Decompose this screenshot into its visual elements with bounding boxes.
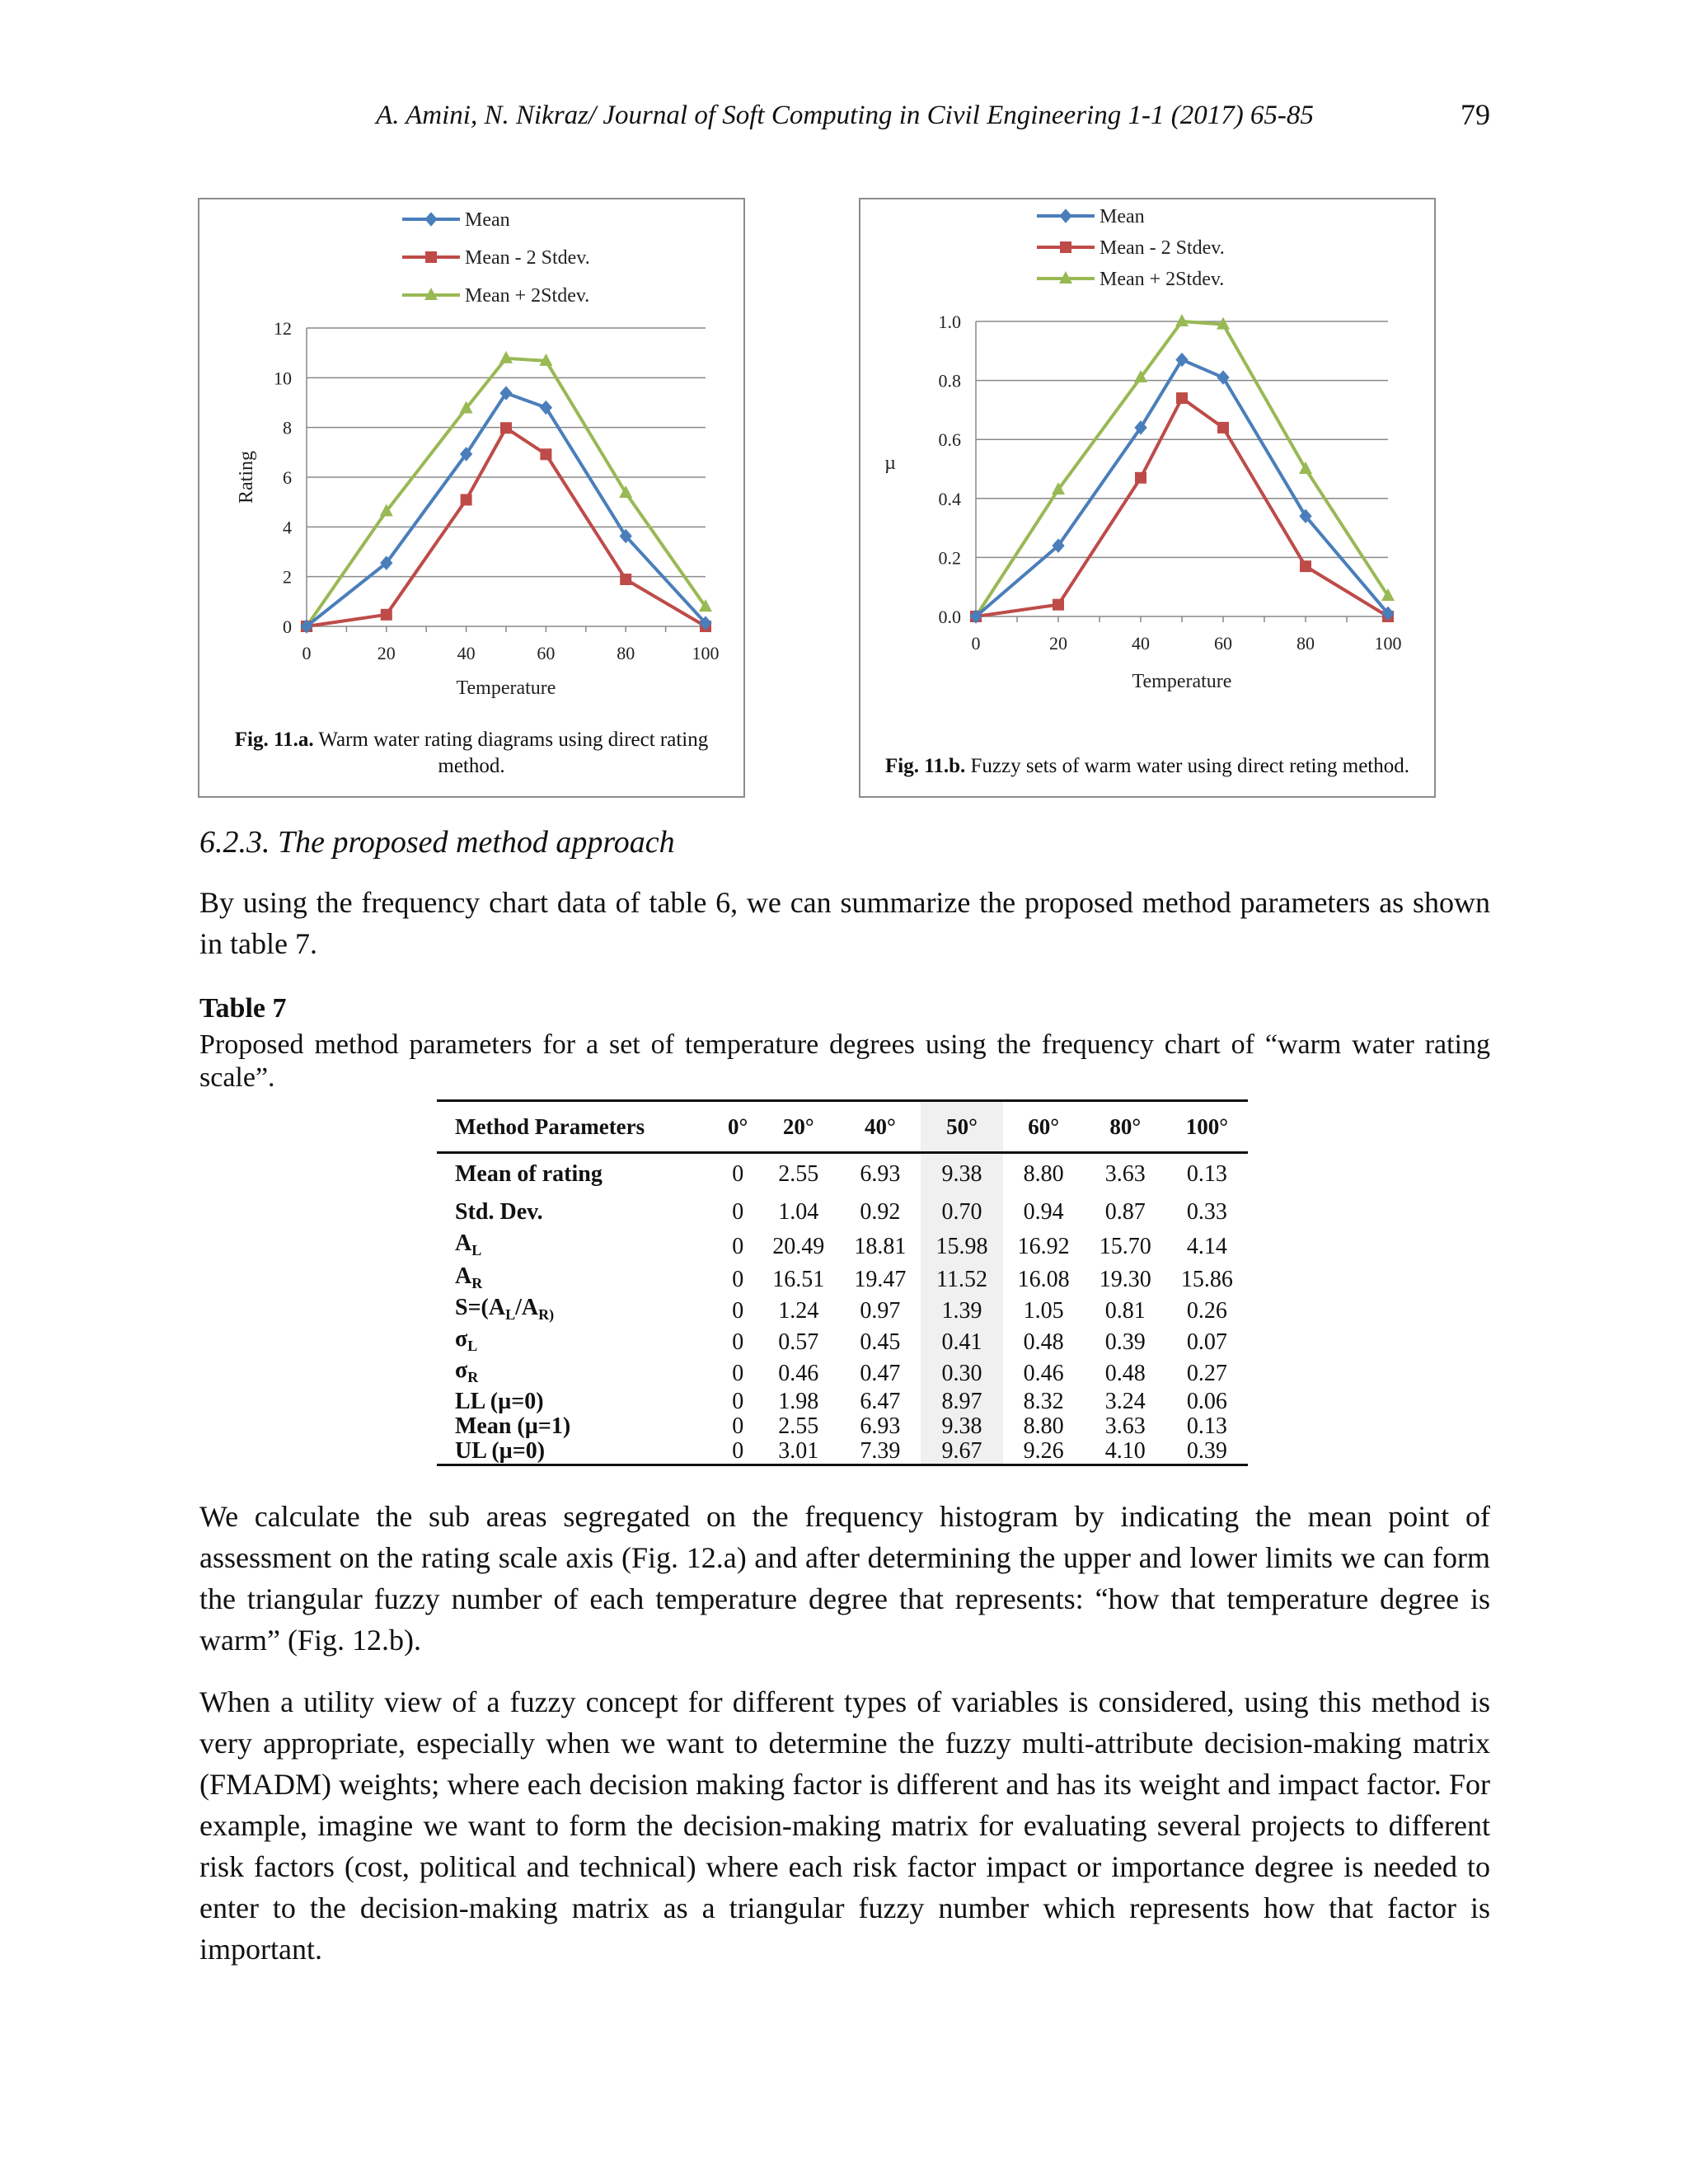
table-cell: 16.08 bbox=[1017, 1267, 1070, 1292]
table-cell: 0.70 bbox=[921, 1195, 1002, 1230]
table-cell: 0 bbox=[732, 1389, 744, 1414]
row-parameter-name: Mean of rating bbox=[455, 1161, 603, 1187]
col-header: 60° bbox=[1003, 1101, 1085, 1153]
table-cell: 9.38 bbox=[921, 1414, 1002, 1439]
table-cell: 19.30 bbox=[1099, 1267, 1151, 1292]
table-cell: 15.86 bbox=[1180, 1267, 1233, 1292]
data-point bbox=[1217, 422, 1229, 434]
legend-label: Mean bbox=[465, 209, 510, 231]
data-point bbox=[1135, 472, 1146, 484]
table-cell: 9.26 bbox=[1003, 1439, 1085, 1465]
figure-11a-caption bbox=[216, 727, 727, 780]
table-cell: 4.10 bbox=[1085, 1439, 1166, 1465]
table-row bbox=[437, 1230, 1248, 1264]
table-cell: 1.24 bbox=[778, 1298, 819, 1324]
row-parameter-name: $\sigma_L$ bbox=[455, 1326, 478, 1354]
x-axis-label: Temperature bbox=[456, 677, 556, 699]
data-point bbox=[500, 422, 512, 434]
y-tick-label: 0.4 bbox=[938, 488, 961, 509]
y-tick-label: 0.0 bbox=[938, 607, 961, 627]
x-tick-label: 100 bbox=[1374, 633, 1402, 654]
table-cell: 0 bbox=[732, 1199, 744, 1225]
table-cell: 0.33 bbox=[1186, 1199, 1227, 1225]
table-cell: 0.46 bbox=[778, 1361, 819, 1386]
y-tick-label: 8 bbox=[283, 417, 292, 438]
table-cell: 19.47 bbox=[854, 1267, 907, 1292]
table-cell: 15.70 bbox=[1099, 1234, 1151, 1259]
table-cell: 0 bbox=[732, 1161, 744, 1187]
table-cell: 0.26 bbox=[1186, 1298, 1227, 1324]
table-cell: 2.55 bbox=[778, 1413, 819, 1439]
figure-11b-caption bbox=[877, 753, 1418, 780]
table-row bbox=[437, 1327, 1248, 1358]
table-row bbox=[437, 1195, 1248, 1230]
y-tick-label: 0.6 bbox=[938, 429, 961, 451]
chart-11a bbox=[199, 199, 743, 796]
table-cell: 1.39 bbox=[921, 1296, 1002, 1327]
x-tick-label: 0 bbox=[302, 643, 312, 663]
table-cell: 0.41 bbox=[921, 1327, 1002, 1358]
row-parameter-name: $S=(A_L/A_{R)}$ bbox=[455, 1295, 555, 1323]
table-cell: 0.30 bbox=[921, 1358, 1002, 1390]
table-cell: 18.81 bbox=[854, 1234, 907, 1259]
data-point bbox=[461, 494, 472, 505]
table-cell: 1.98 bbox=[778, 1389, 819, 1414]
paragraph-utility-view: When a utility view of a fuzzy concept for different types of variables is considered, using this method is very appropriate, especially when we want to determine the fuzzy multi-attribute decision-making matrix (FMADM) weights; where each decision making factor is different and has its weight and impact factor. For example, imagine we want to form the decision-making matrix for evaluating several projects to different risk factors (cost, political and technical) where each risk factor impact or importance degree is needed to enter to the decision-making matrix as a triangular fuzzy number which represents how that factor is important. bbox=[199, 1685, 1490, 1966]
table-cell: 0 bbox=[732, 1361, 744, 1386]
table-cell: 0.81 bbox=[1104, 1298, 1146, 1324]
table-cell: 8.80 bbox=[1023, 1413, 1064, 1439]
table-cell: 8.32 bbox=[1023, 1389, 1064, 1414]
table-row bbox=[437, 1390, 1248, 1414]
x-tick-label: 20 bbox=[1049, 633, 1067, 654]
col-header: 20° bbox=[757, 1101, 839, 1153]
running-header: A. Amini, N. Nikraz/ Journal of Soft Computing in Civil Engineering 1-1 (2017) 65-85 bbox=[376, 101, 1314, 130]
x-tick-label: 40 bbox=[1132, 633, 1150, 654]
legend-marker bbox=[1060, 209, 1071, 223]
figure-11a-caption-text: Warm water rating diagrams using direct rating method. bbox=[318, 729, 709, 777]
table-cell: 6.93 bbox=[860, 1413, 901, 1439]
data-point bbox=[620, 574, 631, 585]
table-cell: 0.48 bbox=[1104, 1361, 1146, 1386]
x-tick-label: 20 bbox=[377, 643, 396, 663]
table-cell: 9.67 bbox=[921, 1439, 1002, 1465]
data-point bbox=[1053, 599, 1064, 611]
table-cell: 15.98 bbox=[921, 1230, 1002, 1264]
row-parameter-name: Std. Dev. bbox=[455, 1199, 543, 1225]
x-tick-label: 80 bbox=[617, 643, 635, 663]
table-cell: 0 bbox=[732, 1298, 744, 1324]
section-title: 6.2.3. The proposed method approach bbox=[199, 825, 675, 860]
table-cell: 0.92 bbox=[860, 1199, 901, 1225]
row-parameter-name: LL (µ=0) bbox=[455, 1389, 544, 1414]
row-parameter-name: UL (µ=0) bbox=[437, 1439, 718, 1465]
col-header: Method Parameters bbox=[437, 1101, 718, 1153]
figure-11b bbox=[859, 198, 1436, 798]
table-cell: 0.46 bbox=[1023, 1361, 1064, 1386]
table-cell: 0 bbox=[732, 1329, 744, 1355]
table-cell: 8.97 bbox=[921, 1390, 1002, 1414]
table-cell: 1.04 bbox=[778, 1199, 819, 1225]
y-tick-label: 0.2 bbox=[938, 547, 961, 569]
legend-marker bbox=[1060, 241, 1071, 253]
table-cell: 0 bbox=[718, 1439, 757, 1465]
legend-label: Mean bbox=[1100, 206, 1145, 227]
x-tick-label: 40 bbox=[457, 643, 476, 663]
table-row bbox=[437, 1153, 1248, 1196]
table-cell: 16.92 bbox=[1017, 1234, 1070, 1259]
table-cell: 0.06 bbox=[1186, 1389, 1227, 1414]
y-tick-label: 2 bbox=[283, 566, 292, 588]
col-header: 50° bbox=[921, 1101, 1002, 1153]
table-cell: 8.80 bbox=[1023, 1161, 1064, 1187]
row-parameter-name: $A_R$ bbox=[455, 1263, 483, 1291]
y-tick-label: 4 bbox=[283, 517, 292, 538]
table-header-row bbox=[437, 1101, 1248, 1153]
table-cell: 0.94 bbox=[1023, 1199, 1064, 1225]
table-cell: 9.38 bbox=[921, 1153, 1002, 1196]
legend-label: Mean + 2Stdev. bbox=[465, 285, 590, 307]
table-cell: 0.39 bbox=[1166, 1439, 1248, 1465]
table-cell: 0.13 bbox=[1186, 1161, 1227, 1187]
table-cell: 7.39 bbox=[839, 1439, 921, 1465]
y-axis-label: Rating bbox=[236, 451, 257, 504]
series-line bbox=[976, 398, 1388, 616]
table-cell: 0.13 bbox=[1186, 1413, 1227, 1439]
legend-label: Mean - 2 Stdev. bbox=[1100, 237, 1225, 259]
legend-marker bbox=[425, 251, 437, 263]
row-parameter-name: $A_L$ bbox=[455, 1230, 482, 1258]
chart-11b bbox=[860, 199, 1434, 796]
table-cell: 6.93 bbox=[860, 1161, 901, 1187]
x-axis-label: Temperature bbox=[1132, 671, 1232, 692]
table-cell: 3.63 bbox=[1104, 1413, 1146, 1439]
y-tick-label: 12 bbox=[274, 318, 292, 339]
data-point bbox=[1300, 560, 1311, 572]
figure-11a bbox=[198, 198, 745, 798]
table-cell: 3.24 bbox=[1104, 1389, 1146, 1414]
table-row bbox=[437, 1296, 1248, 1327]
table-row bbox=[437, 1264, 1248, 1296]
table-caption: Proposed method parameters for a set of temperature degrees using the frequency chart of “warm water rating scale”. bbox=[199, 1029, 1490, 1093]
legend-label: Mean + 2Stdev. bbox=[1100, 269, 1225, 290]
table-cell: 0.57 bbox=[778, 1329, 819, 1355]
y-tick-label: 6 bbox=[283, 467, 292, 488]
table-cell: 0.27 bbox=[1186, 1361, 1227, 1386]
table-cell: 0.07 bbox=[1186, 1329, 1227, 1355]
x-tick-label: 60 bbox=[537, 643, 556, 663]
table-cell: 1.05 bbox=[1023, 1298, 1064, 1324]
table-cell: 0.45 bbox=[860, 1329, 901, 1355]
y-tick-label: 10 bbox=[274, 368, 292, 389]
table-cell: 0.87 bbox=[1104, 1199, 1146, 1225]
table-label: Table 7 bbox=[199, 993, 287, 1024]
col-header: 40° bbox=[839, 1101, 921, 1153]
y-tick-label: 0 bbox=[283, 616, 292, 637]
y-axis-label: µ bbox=[884, 452, 896, 474]
x-tick-label: 80 bbox=[1296, 633, 1315, 654]
row-parameter-name: Mean (µ=1) bbox=[455, 1413, 571, 1439]
table-cell: 3.63 bbox=[1104, 1161, 1146, 1187]
col-header: 0° bbox=[718, 1101, 757, 1153]
table-cell: 0 bbox=[732, 1234, 744, 1259]
table-cell: 16.51 bbox=[772, 1267, 825, 1292]
table-cell: 0.47 bbox=[860, 1361, 901, 1386]
col-header: 80° bbox=[1085, 1101, 1166, 1153]
table-row bbox=[437, 1358, 1248, 1390]
table-cell: 2.55 bbox=[778, 1161, 819, 1187]
table-cell: 0.39 bbox=[1104, 1329, 1146, 1355]
table-cell: 0.48 bbox=[1023, 1329, 1064, 1355]
col-header: 100° bbox=[1166, 1101, 1248, 1153]
table-cell: 3.01 bbox=[757, 1439, 839, 1465]
paragraph-sub-areas: We calculate the sub areas segregated on the frequency histogram by indicating the mean point of assessment on the rating scale axis (Fig. 12.a) and after determining the upper and lower limits we can form the triangular fuzzy number of each temperature degree that represents: “how that temperature degree is warm” (Fig. 12.b). bbox=[199, 1500, 1490, 1657]
data-point bbox=[1176, 392, 1188, 404]
figure-11b-label: Fig. 11.b. bbox=[885, 755, 966, 777]
table-cell: 0 bbox=[732, 1413, 744, 1439]
legend-marker bbox=[425, 213, 437, 226]
y-tick-label: 1.0 bbox=[938, 312, 961, 332]
table-cell: 6.47 bbox=[860, 1389, 901, 1414]
table-cell: 0 bbox=[732, 1267, 744, 1292]
paragraph-intro: By using the frequency chart data of table 6, we can summarize the proposed method parameters as shown in table 7. bbox=[199, 886, 1490, 960]
table-row bbox=[437, 1414, 1248, 1439]
figure-11a-label: Fig. 11.a. bbox=[234, 729, 314, 751]
parameters-table bbox=[437, 1099, 1248, 1466]
data-point bbox=[381, 609, 392, 621]
legend-label: Mean - 2 Stdev. bbox=[465, 247, 590, 269]
y-tick-label: 0.8 bbox=[938, 370, 961, 391]
table-row bbox=[437, 1439, 1248, 1465]
figure-11b-caption-text: Fuzzy sets of warm water using direct reting method. bbox=[970, 755, 1409, 777]
table-cell: 11.52 bbox=[921, 1264, 1002, 1296]
table-cell: 4.14 bbox=[1186, 1234, 1227, 1259]
table-cell: 0.97 bbox=[860, 1298, 901, 1324]
x-tick-label: 100 bbox=[692, 643, 720, 663]
table-cell: 20.49 bbox=[772, 1234, 825, 1259]
x-tick-label: 0 bbox=[971, 633, 981, 654]
row-parameter-name: $\sigma_R$ bbox=[455, 1357, 479, 1385]
page-number: 79 bbox=[1461, 98, 1490, 131]
data-point bbox=[540, 448, 551, 460]
x-tick-label: 60 bbox=[1214, 633, 1232, 654]
